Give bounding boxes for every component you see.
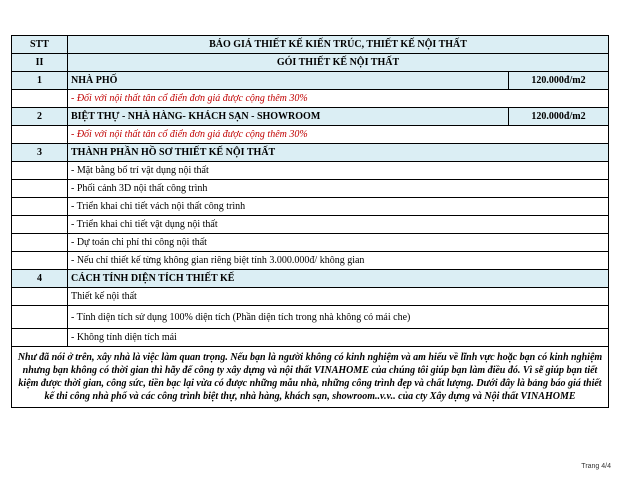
section-ii-title: GÓI THIẾT KẾ NỘI THẤT (68, 54, 609, 72)
section-ii-row (12, 54, 609, 72)
list-item (12, 252, 609, 270)
list-item (12, 329, 609, 347)
closing-paragraph-row (12, 347, 609, 408)
row4-item: - Không tính diện tích mái (68, 329, 609, 347)
page-number: Trang 4/4 (581, 463, 611, 470)
list-item (12, 180, 609, 198)
list-item (12, 162, 609, 180)
list-item (12, 288, 609, 306)
list-item (12, 198, 609, 216)
row3-item: - Mặt bằng bố trí vật dụng nội thất (68, 162, 609, 180)
row2-num: 2 (12, 108, 68, 126)
row1-price: 120.000đ/m2 (509, 72, 609, 90)
row3-item: - Triển khai chi tiết vách nội thất công trình (68, 198, 609, 216)
row2-name: BIỆT THỰ - NHÀ HÀNG- KHÁCH SẠN - SHOWROOM (68, 108, 509, 126)
table-title: BÁO GIÁ THIẾT KẾ KIẾN TRÚC, THIẾT KẾ NỘI THẤT (68, 36, 609, 54)
header-row (12, 36, 609, 54)
row3-num: 3 (12, 144, 68, 162)
row1-note: - Đối với nội thất tân cổ điển đơn giá được cộng thêm 30% (68, 90, 609, 108)
list-item (12, 306, 609, 329)
row3 (12, 144, 609, 162)
closing-paragraph: Như đã nói ở trên, xây nhà là việc làm quan trọng. Nếu bạn là người không có kinh nghiệm và am hiểu về lĩnh vực hoặc bạn có kinh nghiệm nhưng bạn không có thời gian thì hãy để công ty xây dựng và nội thất VINAHOME của chúng tôi giúp bạn làm điều đó. Vì sẽ giúp bạn tiết kiệm được thời gian, công sức, tiền bạc lại vừa có được những mẫu nhà, những công trình đẹp và chất lượng. Dưới đây là bảng báo giá thiết kế thi công nhà phố và các công trình biệt thự, nhà hàng, khách sạn, showroom..v.v.. của cty Xây dựng và Nội thất VINAHOME (12, 347, 609, 408)
row3-item: - Nếu chỉ thiết kế từng không gian riêng biệt tính 3.000.000đ/ không gian (68, 252, 609, 270)
list-item (12, 234, 609, 252)
row2 (12, 108, 609, 126)
row1-name: NHÀ PHỐ (68, 72, 509, 90)
price-table (11, 35, 609, 408)
list-item (12, 216, 609, 234)
row4 (12, 270, 609, 288)
row3-item: - Phối cảnh 3D nội thất công trình (68, 180, 609, 198)
row4-name: CÁCH TÍNH DIỆN TÍCH THIẾT KẾ (68, 270, 609, 288)
row2-note-row (12, 126, 609, 144)
row1-num: 1 (12, 72, 68, 90)
row2-price: 120.000đ/m2 (509, 108, 609, 126)
row4-item: Thiết kế nội thất (68, 288, 609, 306)
row3-item: - Triển khai chi tiết vật dụng nội thất (68, 216, 609, 234)
row4-num: 4 (12, 270, 68, 288)
section-ii-num: II (12, 54, 68, 72)
row3-name: THÀNH PHẦN HỒ SƠ THIẾT KẾ NỘI THẤT (68, 144, 609, 162)
row4-item: - Tính diện tích sử dụng 100% diện tích (Phần diện tích trong nhà không có mái che) (68, 306, 609, 329)
row1-note-row (12, 90, 609, 108)
row2-note: - Đối với nội thất tân cổ điển đơn giá được cộng thêm 30% (68, 126, 609, 144)
row1 (12, 72, 609, 90)
stt-header: STT (12, 36, 68, 54)
row3-item: - Dự toán chi phí thi công nội thất (68, 234, 609, 252)
